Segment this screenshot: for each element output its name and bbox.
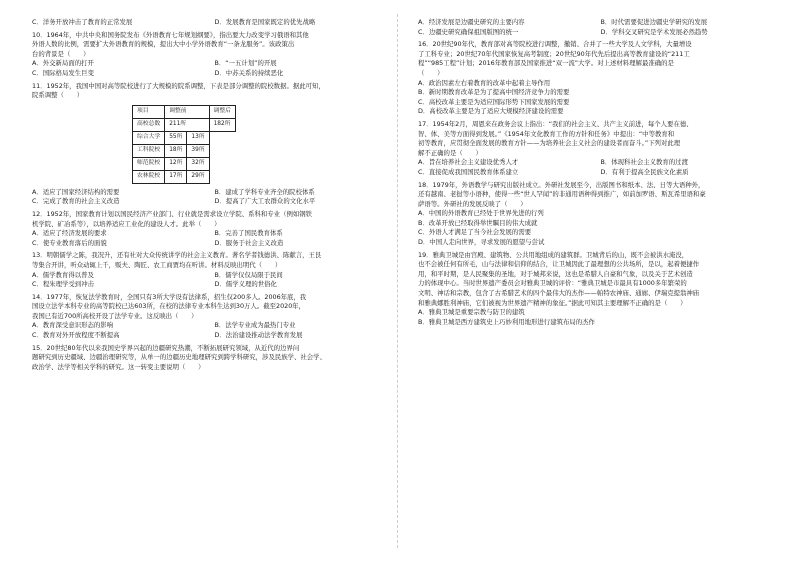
question-stem: 14．1977年，恢复法学教育时，全国只有3所大学设有法律系，招生仅200多人。2006年底，我 bbox=[32, 292, 307, 301]
question-stem: 台的背景是（ ） bbox=[32, 49, 90, 58]
option-d: D．法治建设推动法学教育发展 bbox=[214, 331, 303, 340]
question-stem: 19．雅典卫城是由宫殿、建筑物、公共用地组成的建筑群。卫城背后的山，既不会被洪水淹没， bbox=[418, 250, 689, 259]
adjustment-table bbox=[132, 105, 236, 184]
option-c: C．洋务开放冲击了教育的正常发展 bbox=[32, 18, 133, 26]
question-stem: 解不正确的是（ ） bbox=[418, 148, 482, 157]
option-b: B．儒学仅仅局限于民间 bbox=[214, 270, 283, 279]
right-column bbox=[418, 18, 783, 327]
option-c: C．完成了教育的社会主义改造 bbox=[32, 197, 120, 206]
question-stem: 用，和平时期，是人民聚集的圣地，对于城邦来说，这也是希腊人自豪和气象，以及关于艺术创造 bbox=[418, 269, 693, 278]
table-row bbox=[133, 118, 236, 131]
question-stem: 院系调整（ ） bbox=[32, 91, 84, 100]
option-a: A．适应了经济发展的要求 bbox=[32, 229, 107, 238]
table-cell: 项目 bbox=[133, 105, 165, 118]
question-stem: 18．1979年，外语教学与研究出版社成立。外研社发展至今，出版图书和纸本、法、日等大语种外， bbox=[418, 180, 705, 189]
question-stem: 机学院、矿冶系等），以培养适应工业化的建设人才。此举（ ） bbox=[32, 219, 221, 228]
question-stem: 题研究到历史疆域、边疆治理研究等，从单一的边疆历史地理研究到跨学科研究，涉及民族学、社会学、 bbox=[32, 353, 326, 362]
column-divider bbox=[397, 14, 398, 548]
question-stem: 16．20世纪90年代，教育部对高等院校进行调整，撤销、合并了一些大学及人文学科，大量增设 bbox=[418, 40, 692, 49]
option-b: B．体现科社会主义教育的过渡 bbox=[600, 158, 688, 167]
option-b: B．雅典卫城是西方建筑史上巧妙利用地形进行建筑布局的杰作 bbox=[418, 317, 595, 326]
question-stem: 外语人数的比例，需要扩大外语教育的规模，提出大中小学外语教育“一条龙服务”。该政策出 bbox=[32, 40, 295, 49]
option-a: A．政治因素左右着教育的改革中起着主导作用 bbox=[418, 78, 551, 87]
question-11 bbox=[32, 82, 397, 207]
table-cell: 32所 bbox=[187, 157, 209, 170]
question-16 bbox=[418, 40, 783, 117]
table-cell: 17所 bbox=[165, 170, 187, 183]
table-cell: 211所 bbox=[165, 118, 209, 131]
question-stem: 11．1952年，我国中国对高等院校进行了大规模的院系调整，下表是部分调整的院校数据。据此可知， bbox=[32, 81, 325, 90]
table-row bbox=[133, 105, 236, 118]
option-b: B．新时期教育改革是为了提高中国经济竞争力的需要 bbox=[418, 88, 570, 97]
question-stem: 程”“985工程”计划；2016年教育部及国家推进“双一流”大学。对上述材料理解最准确的是 bbox=[418, 59, 674, 68]
question-stem: （ ） bbox=[418, 68, 444, 77]
option-b: B．时代需要促进边疆史学研究的发展 bbox=[600, 18, 708, 26]
option-a: A．中国的外语教育已经处于世界先进的行列 bbox=[418, 209, 544, 218]
option-a: A．适应了国家经济结构的需要 bbox=[32, 187, 120, 196]
table-cell bbox=[209, 144, 235, 157]
option-a: A．旨在培养社会主义建设优秀人才 bbox=[418, 158, 519, 167]
option-c: C．边疆史研究确保祖国版图的统一 bbox=[418, 27, 519, 36]
table-cell: 29所 bbox=[187, 170, 209, 183]
option-d: D．学科交叉研究是学术发展必然趋势 bbox=[600, 27, 708, 36]
option-d: D．中国人走向世界，寻求发展的愿望与尝试 bbox=[418, 238, 545, 247]
option-d: D．高校改革主要是为了适应大规模经济建设的需要 bbox=[418, 107, 564, 116]
question-stem: 13．明朝儒学之陈，我况升，还有社对大众传统讲学的社会主义教育。著名学者钱德洪、陈献言，王艮 bbox=[32, 251, 322, 260]
option-c: C．外语人才满足了当今社会发展的需要 bbox=[418, 228, 532, 237]
table-row bbox=[133, 157, 236, 170]
table-cell: 工科院校 bbox=[133, 144, 165, 157]
question-stem: 10．1964年，中共中央和国务院发布《外语教育七年规划纲要》，指出要大力改变学习俄语和其他 bbox=[32, 30, 309, 39]
option-c: C．程朱理学受到冲击 bbox=[32, 280, 94, 289]
table-cell bbox=[209, 157, 235, 170]
question-stem: 我国已有近700所高校开设了法学专业。这反映出（ ） bbox=[32, 311, 198, 320]
option-c: C．高校改革主要是为适应国际形势下国家发展的需要 bbox=[418, 97, 570, 106]
question-stem: 政治学、法学等相关学科的研究。这一转变主要说明（ ） bbox=[32, 362, 205, 371]
option-a: A．教育深受意识形态的影响 bbox=[32, 321, 114, 330]
question-stem: 萨语等。外研社的发展反映了（ ） bbox=[418, 199, 527, 208]
option-c: C．直接促成我国国民教育体系建立 bbox=[418, 167, 519, 176]
question-15 bbox=[32, 344, 397, 373]
option-d: D．有利于提高全民族文化素质 bbox=[600, 167, 689, 176]
q9-options-cd bbox=[32, 18, 397, 28]
option-b: B．法学专业成为最热门专业 bbox=[214, 321, 296, 330]
option-d: D．发展教育是国家既定的优先战略 bbox=[214, 18, 316, 26]
left-column bbox=[32, 18, 397, 372]
option-d: D．中苏关系的持续恶化 bbox=[214, 68, 284, 77]
option-a: A．儒学教育得以普及 bbox=[32, 270, 94, 279]
question-14 bbox=[32, 293, 397, 341]
question-17 bbox=[418, 120, 783, 178]
question-stem: 17．1954年2月，周恩来在政务会议上指出：“我们的社会主义、共产主义前进，每个人要在德、 bbox=[418, 119, 693, 128]
table-cell: 农林院校 bbox=[133, 170, 165, 183]
option-b: B．改革开放已经取得举世瞩目的伟大成就 bbox=[418, 218, 538, 227]
question-stem: 文明、神话和宗教，包含了古希腊艺术的四个最伟大的杰作——帕特农神庙、通廊、伊瑞克提翁神庙 bbox=[418, 289, 700, 298]
question-stem: 也不会被任何有所毛，山与法律和信仰的结合，让卫城因此了最理想的公共场所，是以，起着便捷作 bbox=[418, 260, 700, 269]
option-a: A．经济发展是边疆史研究的主要内容 bbox=[418, 18, 525, 26]
option-c: C．使专业教育落后的面貌 bbox=[32, 238, 107, 247]
question-10 bbox=[32, 31, 397, 79]
table-cell: 12所 bbox=[165, 157, 187, 170]
option-b: B．“一五计划”的开展 bbox=[214, 59, 277, 68]
question-13 bbox=[32, 251, 397, 289]
option-b: B．建成了学科专业齐全的院校体系 bbox=[214, 187, 315, 196]
question-stem: 12．1952年，国家教育计划以国民经济产业部门、行业就是需求设立学院、系科和专业（例如钢铁 bbox=[32, 209, 313, 218]
question-15-options bbox=[418, 18, 783, 37]
option-b: B．完善了国民教育体系 bbox=[214, 229, 283, 238]
question-stem: 初等教育，应贯彻全面发展的教育方针——为培养社会主义社会的建设者而奋斗。”下列对此理 bbox=[418, 139, 681, 148]
table-row bbox=[133, 131, 236, 144]
question-stem: 了工科专业；20世纪70年代国家恢复高考制度；20世纪90年代先后提出高等教育建设的“211工 bbox=[418, 49, 690, 58]
option-a: A．外交新局面的打开 bbox=[32, 59, 94, 68]
question-stem: 等集合开讲，听众动辄上千，贩夫、陶匠、农工商贾均在听讲。材料反映出明代（ ） bbox=[32, 260, 282, 269]
question-stem: 国设立法学本科专业的高等院校已达603所，在校的法律专业本科生达到30万人。截至2020年， bbox=[32, 302, 306, 311]
table-cell: 师范院校 bbox=[133, 157, 165, 170]
option-a: A．雅典卫城是重要宗教与防卫的建筑 bbox=[418, 308, 525, 317]
option-d: D．提高了广大工农群众的文化水平 bbox=[214, 197, 316, 206]
table-cell bbox=[209, 170, 235, 183]
option-d: D．儒学义理的世俗化 bbox=[214, 280, 277, 289]
table-cell: 55所 bbox=[165, 131, 187, 144]
table-cell: 高校总数 bbox=[133, 118, 165, 131]
question-18 bbox=[418, 181, 783, 248]
table-cell bbox=[209, 131, 235, 144]
table-cell: 综合大学 bbox=[133, 131, 165, 144]
question-stem: 力的体现中心。当时世界遗产委员会对雅典卫城的评价：“雅典卫城是市最具有1000多年繁荣的 bbox=[418, 279, 687, 288]
question-stem: 和雅典娜胜利神庙，它们被视为世界遗产精神的象征。”据此可知其主要理解不正确的是（ ） bbox=[418, 298, 687, 307]
question-12 bbox=[32, 210, 397, 248]
table-cell: 13所 bbox=[187, 131, 209, 144]
question-19 bbox=[418, 251, 783, 328]
option-c: C．国际格局发生巨变 bbox=[32, 68, 94, 77]
table-cell: 调整后 bbox=[209, 105, 235, 118]
question-stem: 15．20世纪80年代以来我国史学界兴起的边疆研究热潮，不断拓展研究领域，从近代的边界问 bbox=[32, 343, 300, 352]
option-d: D．服务于社会主义改造 bbox=[214, 238, 284, 247]
table-cell: 调整前 bbox=[165, 105, 209, 118]
table-row bbox=[133, 170, 236, 183]
table-cell: 18所 bbox=[165, 144, 187, 157]
table-row bbox=[133, 144, 236, 157]
option-c: C．教育对外开放程度不断提高 bbox=[32, 331, 120, 340]
table-cell: 39所 bbox=[187, 144, 209, 157]
question-stem: 智、体、美等方面得到发展。”《1954年文化教育工作的方针和任务》中提出：“中等教育和 bbox=[418, 129, 675, 138]
question-stem: 还有越南、老挝等小语种，使得一些“世人罕闻”的非通用语种得到推广，如前加罗语、斯瓦希里语和豪 bbox=[418, 190, 706, 199]
table-cell: 182所 bbox=[209, 118, 235, 131]
